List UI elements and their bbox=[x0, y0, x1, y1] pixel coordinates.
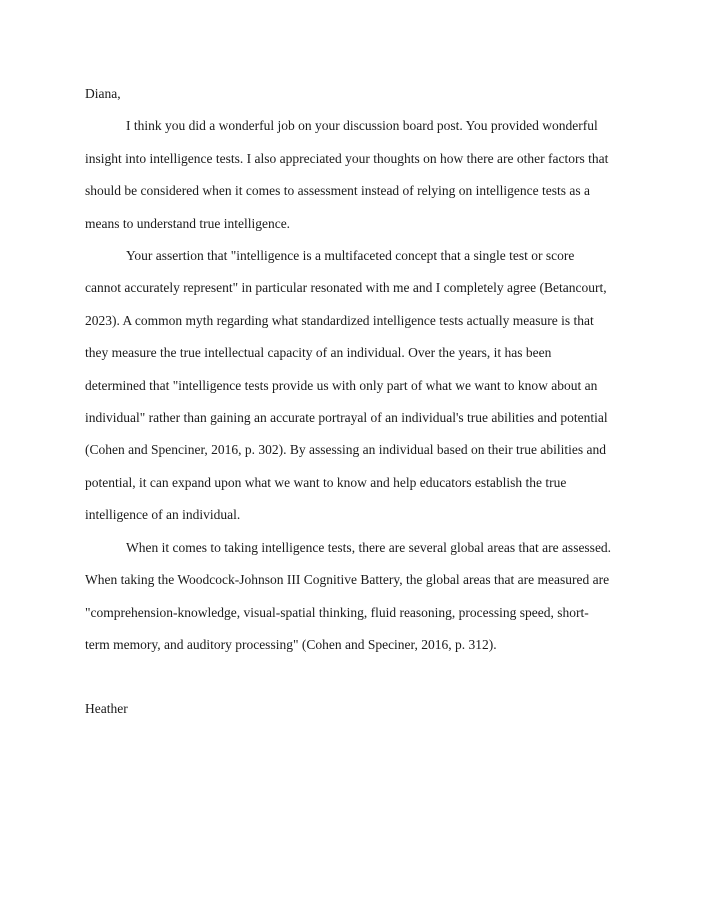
paragraph-line: they measure the true intellectual capacity of an individual. Over the years, it has been bbox=[85, 345, 552, 361]
paragraph-line: I think you did a wonderful job on your discussion board post. You provided wonderful bbox=[126, 118, 598, 134]
paragraph-line: term memory, and auditory processing" (Cohen and Speciner, 2016, p. 312). bbox=[85, 636, 497, 652]
paragraph-line: 2023). A common myth regarding what standardized intelligence tests actually measure is that bbox=[85, 312, 594, 328]
paragraph-line: determined that "intelligence tests provide us with only part of what we want to know about an bbox=[85, 377, 598, 393]
letter-body bbox=[85, 78, 633, 726]
paragraph-3 bbox=[85, 532, 633, 662]
paragraph-line: intelligence of an individual. bbox=[85, 507, 241, 523]
paragraph-line: means to understand true intelligence. bbox=[85, 215, 291, 231]
paragraph-line: "comprehension-knowledge, visual-spatial thinking, fluid reasoning, processing speed, short- bbox=[85, 604, 589, 620]
paragraph-1 bbox=[85, 110, 633, 240]
signature: Heather bbox=[85, 701, 128, 717]
paragraph-line: When it comes to taking intelligence tests, there are several global areas that are assessed. bbox=[126, 539, 612, 555]
paragraph-line: individual" rather than gaining an accurate portrayal of an individual's true abilities and potential bbox=[85, 410, 608, 426]
paragraph-line: cannot accurately represent" in particular resonated with me and I completely agree (Betancourt, bbox=[85, 280, 607, 296]
paragraph-line: When taking the Woodcock-Johnson III Cognitive Battery, the global areas that are measured are bbox=[85, 572, 610, 588]
salutation: Diana, bbox=[85, 86, 121, 101]
paragraph-line: Your assertion that "intelligence is a multifaceted concept that a single test or score bbox=[126, 248, 575, 264]
blank-line bbox=[85, 661, 633, 693]
paragraph-line: (Cohen and Spenciner, 2016, p. 302). By assessing an individual based on their true abilities and bbox=[85, 442, 606, 458]
paragraph-line: insight into intelligence tests. I also appreciated your thoughts on how there are other factors that bbox=[85, 150, 609, 166]
paragraph-2 bbox=[85, 240, 633, 532]
paragraph-line: potential, it can expand upon what we want to know and help educators establish the true bbox=[85, 474, 567, 490]
paragraph-line: should be considered when it comes to assessment instead of relying on intelligence tests as a bbox=[85, 183, 591, 199]
